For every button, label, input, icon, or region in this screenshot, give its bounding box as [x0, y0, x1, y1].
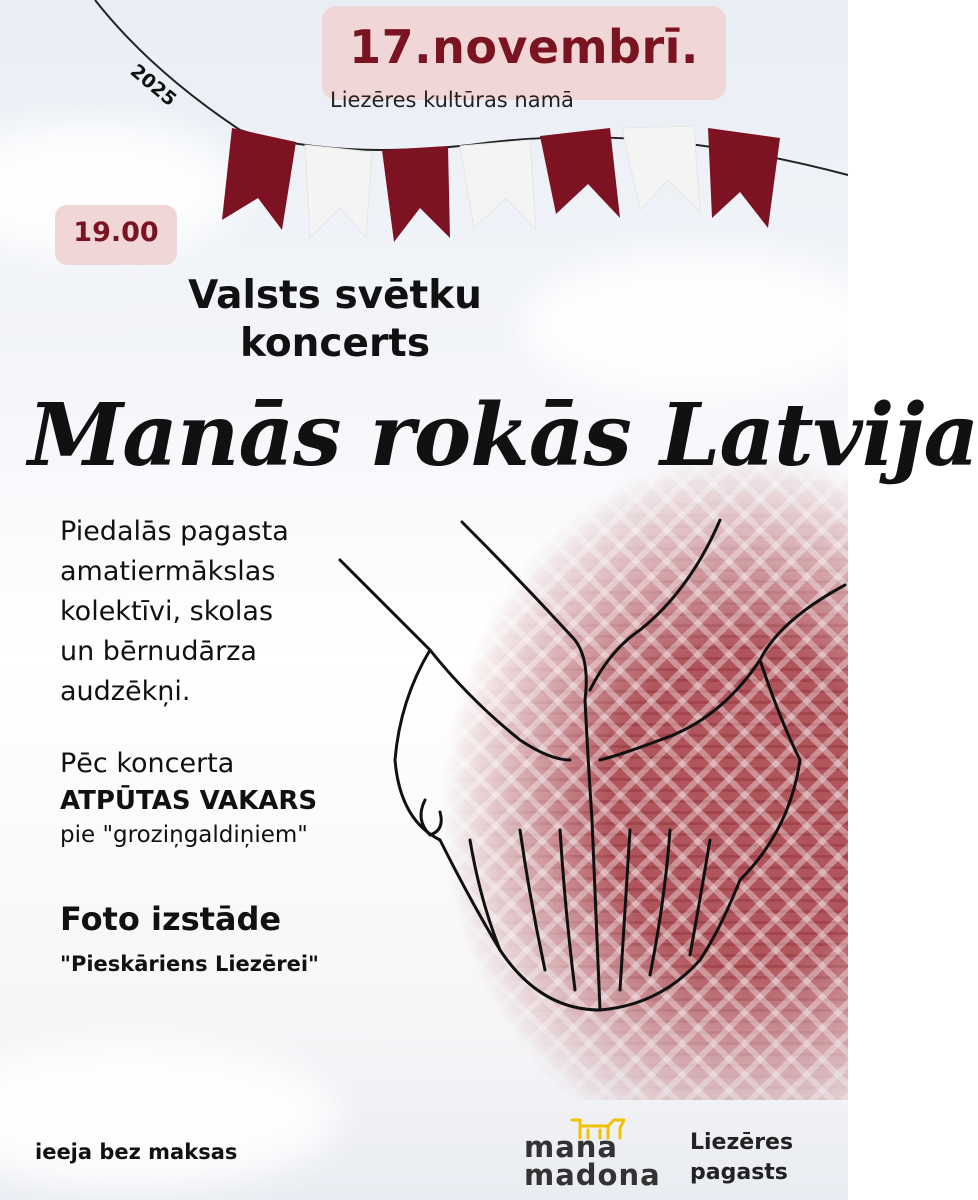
- logo-madona: madona: [524, 1158, 661, 1192]
- parish-name-line2: pagasts: [690, 1160, 788, 1185]
- participants-line: amatiermākslas: [60, 556, 276, 587]
- participants-line: Piedalās pagasta: [60, 516, 289, 547]
- exhibition-name: "Pieskāriens Liezērei": [60, 952, 319, 976]
- participants-line: un bērnudārza: [60, 636, 257, 667]
- after-concert-detail: pie "groziņgaldiņiem": [60, 822, 308, 848]
- participants-line: kolektīvi, skolas: [60, 596, 274, 627]
- logo-mana: mana: [524, 1130, 619, 1164]
- event-title-line2: koncerts: [239, 321, 431, 366]
- event-title-line1: Valsts svētku: [188, 273, 482, 318]
- script-title: Manās rokās Latvija: [28, 385, 978, 486]
- after-concert-title: ATPŪTAS VAKARS: [60, 786, 318, 816]
- after-concert-intro: Pēc koncerta: [60, 748, 235, 779]
- venue: Liezēres kultūras namā: [330, 88, 574, 112]
- event-time: 19.00: [73, 217, 159, 248]
- participants-line: audzēkņi.: [60, 676, 191, 707]
- parish-name-line1: Liezēres: [690, 1130, 794, 1155]
- free-entry-note: ieeja bez maksas: [35, 1140, 238, 1164]
- event-date: 17.novembrī.: [349, 20, 699, 74]
- year-label: 2025: [125, 60, 181, 111]
- participants-text: [60, 512, 360, 712]
- exhibition-title: Foto izstāde: [60, 900, 282, 938]
